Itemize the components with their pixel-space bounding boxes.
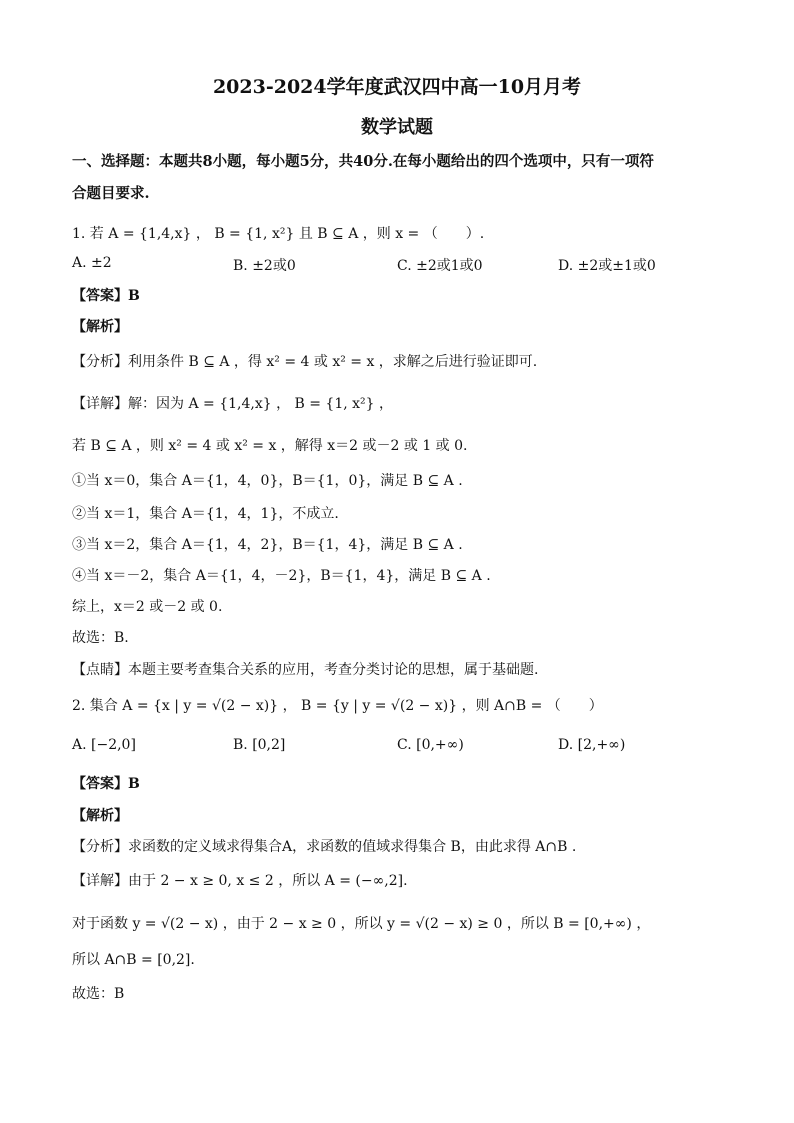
q1-line-6: 综上，x＝2 或－2 或 0. (72, 599, 223, 615)
q2-option-a: A. [−2,0] (72, 737, 136, 753)
section-heading-line2: 合题目要求. (72, 185, 150, 202)
q2-line-2: 对于函数 y = √(2 − x) ，由于 2 − x ≥ 0 ，所以 y = √(2 − x) ≥ 0 ，所以 B = [0,+∞) ， (72, 916, 651, 932)
q2-line-4: 故选：B (72, 986, 125, 1002)
page-subtitle: 数学试题 (361, 117, 433, 138)
q1-analysis-label: 【解析】 (72, 319, 128, 335)
q2-line-3: 所以 A∩B = [0,2]. (72, 952, 195, 968)
q1-line-7: 故选：B. (72, 630, 129, 646)
q2-answer: 【答案】B (72, 776, 140, 792)
q2-fenxi: 【分析】求函数的定义域求得集合A，求函数的值域求得集合 B，由此求得 A∩B . (72, 839, 577, 855)
q1-option-d: D. ±2或±1或0 (558, 258, 656, 274)
q1-fenxi: 【分析】利用条件 B ⊆ A ，得 x² = 4 或 x² = x ，求解之后进行验证即可. (72, 354, 538, 370)
q1-line-4: ③当 x＝2，集合 A＝{1，4，2}，B＝{1，4}，满足 B ⊆ A . (72, 537, 463, 553)
page-title: 2023-2024学年度武汉四中高一10月月考 (212, 76, 582, 98)
q1-line-5: ④当 x＝－2，集合 A＝{1，4，－2}，B＝{1，4}，满足 B ⊆ A . (72, 568, 491, 584)
q2-option-c: C. [0,+∞) (397, 737, 464, 753)
q2-xiangjie: 【详解】由于 2 − x ≥ 0, x ≤ 2 ，所以 A = (−∞,2]. (72, 873, 408, 889)
q1-xiangjie: 【详解】解：因为 A = {1,4,x} ， B = {1, x²} ， (72, 396, 394, 412)
q1-answer: 【答案】B (72, 288, 140, 304)
section-heading-line1: 一、选择题：本题共8小题，每小题5分，共40分.在每小题给出的四个选项中，只有一项符 (72, 153, 654, 170)
q2-option-d: D. [2,+∞) (558, 737, 626, 753)
q2-option-b: B. [0,2] (233, 737, 286, 753)
q2-stem: 2. 集合 A = {x | y = √(2 − x)} ， B = {y | y = √(2 − x)} ，则 A∩B = （ ） (72, 698, 603, 714)
q1-line-3: ②当 x＝1，集合 A＝{1，4，1}，不成立. (72, 506, 339, 522)
q1-line-2: ①当 x＝0，集合 A＝{1，4，0}，B＝{1，0}，满足 B ⊆ A . (72, 473, 463, 489)
q2-analysis-label: 【解析】 (72, 808, 128, 824)
q1-line-1: 若 B ⊆ A ，则 x² = 4 或 x² = x ，解得 x＝2 或－2 或 1 或 0. (72, 438, 468, 454)
q1-option-a: A. ±2 (72, 255, 112, 271)
q1-stem: 1. 若 A = {1,4,x} ， B = {1, x²} 且 B ⊆ A ，则 x = （ ）. (72, 226, 485, 242)
q1-dianjing: 【点睛】本题主要考查集合关系的应用，考查分类讨论的思想，属于基础题. (72, 662, 539, 678)
q1-option-b: B. ±2或0 (233, 258, 296, 274)
q1-option-c: C. ±2或1或0 (397, 258, 483, 274)
